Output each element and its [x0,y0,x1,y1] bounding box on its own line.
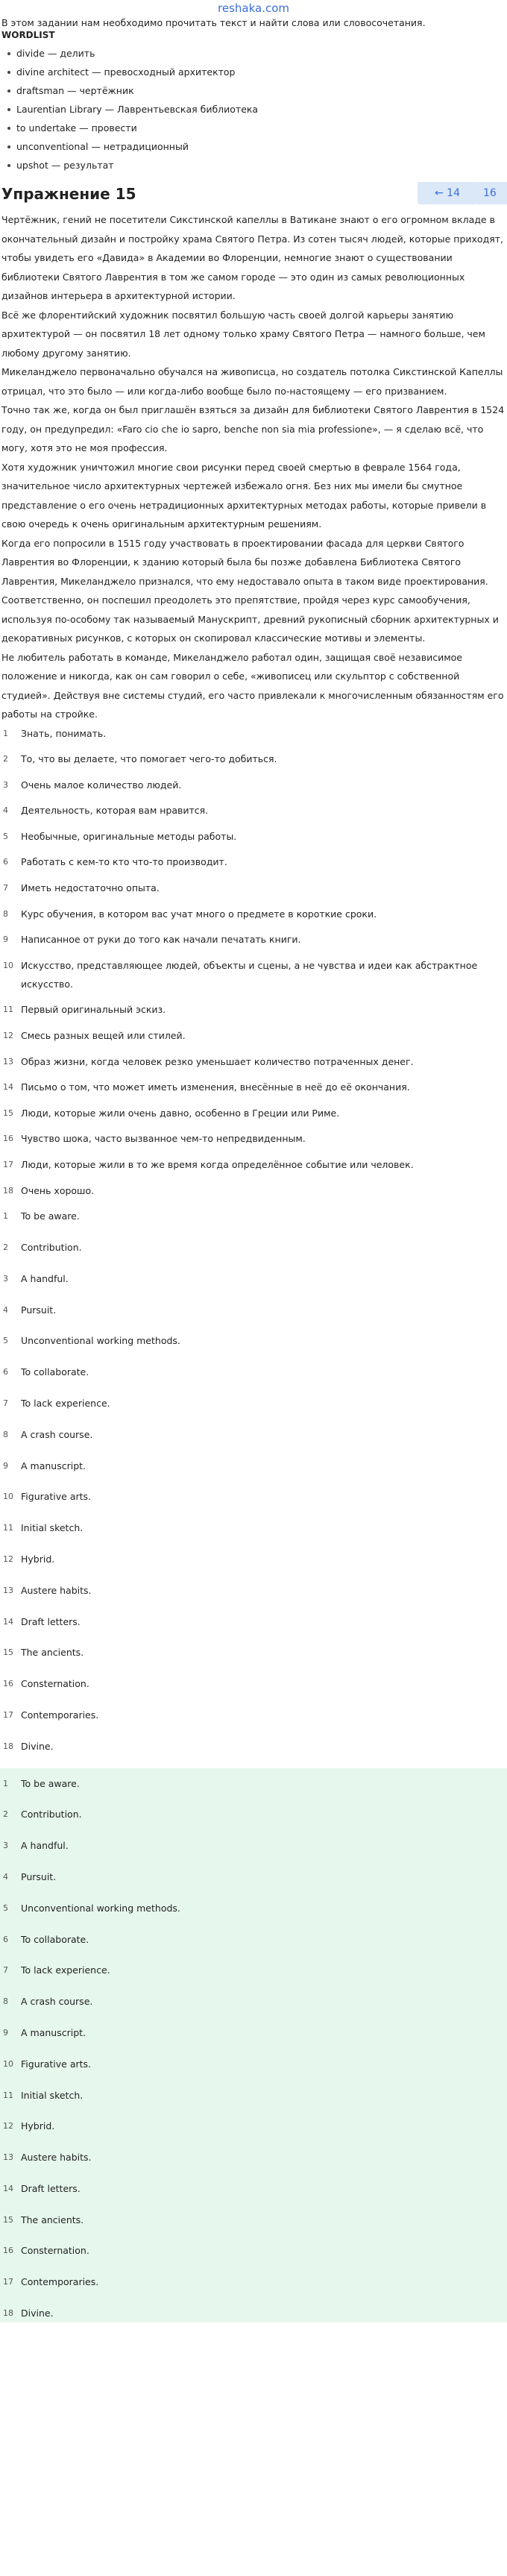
wordlist-item: draftsman — чертёжник [6,81,507,100]
definition-item [0,1155,507,1174]
item-text: Люди, которые жили очень давно, особенно в Греции или Риме. [21,1107,340,1119]
item-number: 18 [3,1741,13,1751]
item-text: Искусство, представляющее людей, объекты и сцены, а не чувства и идеи как абстрактное искусство. [21,959,478,990]
item-text: A manuscript. [21,1460,86,1471]
item-text: To lack experience. [21,1964,110,1976]
item-text: Figurative arts. [21,2058,92,2070]
item-text: To be aware. [21,1777,80,1789]
term-item [0,1674,507,1693]
item-number: 9 [3,934,8,945]
answer-item [0,2055,507,2073]
item-text: Austere habits. [21,1584,92,1596]
item-text: Чувство шока, часто вызванное чем-то непредвиденным. [21,1133,306,1145]
term-item [0,1643,507,1662]
item-number: 13 [3,1056,13,1066]
answer-item [0,2272,507,2291]
answer-item [0,1867,507,1886]
wordlist-item: unconventional — нетрадиционный [6,137,507,156]
definition-item [0,750,507,768]
item-number: 10 [3,2058,13,2069]
item-text: Draft letters. [21,2182,81,2194]
prev-exercise-button[interactable]: ← 14 [418,182,477,204]
item-text: Consternation. [21,1678,89,1690]
term-item [0,1269,507,1288]
item-number: 17 [3,1709,13,1720]
item-number: 4 [3,805,8,816]
term-item [0,1487,507,1506]
answer-item [0,1836,507,1855]
item-number: 7 [3,1965,8,1976]
term-item [0,1518,507,1537]
item-text: To be aware. [21,1210,80,1222]
item-text: A handful. [21,1272,69,1284]
item-text: Figurative arts. [21,1491,92,1503]
item-text: Divine. [21,2308,54,2319]
item-number: 12 [3,1554,13,1564]
item-number: 15 [3,2214,13,2225]
item-number: 1 [3,1211,8,1222]
answer-item [0,1774,507,1793]
english-terms-list [0,1207,507,1756]
wordlist-title: WORDLIST [1,30,55,40]
text-paragraph: Всё же флорентийский художник посвятил большую часть своей долгой карьеры занятию архитектурой — он посвятил 18 лет одному только храму Святого Петра — намного больше, чем любому другому занятию. [1,309,485,359]
term-item [0,1207,507,1225]
item-text: Divine. [21,1740,54,1752]
item-text: A handful. [21,1840,69,1852]
item-number: 6 [3,1934,8,1944]
item-text: Деятельность, которая вам нравится. [21,805,209,817]
item-number: 4 [3,1871,8,1882]
definition-item [0,852,507,871]
item-number: 8 [3,1429,8,1439]
text-paragraph: Точно так же, когда он был приглашён взяться за дизайн для библиотеки Святого Лаврентия в 1524 году, он предупредил: «Faro cio che io sapro, benche non sia mia professione», — я сделаю всё, что могу, хотя это не моя профессия. [1,404,505,453]
item-text: Очень малое количество людей. [21,779,182,791]
wordlist-item: Laurentian Library — Лаврентьевская библиотека [6,100,507,119]
wordlist-item: to undertake — провести [6,119,507,137]
item-text: Иметь недостаточно опыта. [21,882,160,894]
answer-item [0,2179,507,2198]
item-text: Contribution. [21,1809,82,1821]
term-item [0,1581,507,1600]
item-number: 1 [3,1778,8,1788]
wordlist-item: divine architect — превосходный архитектор [6,63,507,81]
definition-item [0,801,507,820]
term-item [0,1331,507,1350]
definition-item [0,1026,507,1045]
wordlist-item: upshot — результат [6,156,507,175]
answer-item [0,1899,507,1917]
definition-item [0,905,507,923]
item-text: Люди, которые жили в то же время когда определённое событие или человек. [21,1159,414,1170]
definition-item [0,956,507,993]
item-text: Работать с кем-то кто что-то производит. [21,856,227,868]
item-number: 13 [3,1585,13,1595]
definition-item [0,930,507,949]
item-text: Курс обучения, в котором вас учат много о предмете в короткие сроки. [21,908,377,920]
definition-item [0,1104,507,1122]
item-text: Unconventional working methods. [21,1335,180,1347]
exercise-title: Упражнение 15 [1,185,136,203]
term-item [0,1550,507,1568]
item-text: The ancients. [21,1647,84,1659]
answer-item [0,1992,507,2011]
definition-item [0,1129,507,1148]
answer-item [0,2241,507,2260]
answer-item [0,1930,507,1949]
definition-item [0,1000,507,1019]
item-text: A crash course. [21,1996,93,2008]
term-item [0,1238,507,1257]
item-number: 9 [3,1460,8,1471]
item-text: То, что вы делаете, что помогает чего-то добиться. [21,753,277,765]
item-text: Initial sketch. [21,2089,84,2101]
item-number: 6 [3,1367,8,1377]
item-number: 3 [3,1273,8,1284]
item-text: To lack experience. [21,1397,110,1409]
item-text: The ancients. [21,2214,84,2225]
item-text: Draft letters. [21,1615,81,1627]
item-number: 10 [3,1492,13,1502]
item-text: Initial sketch. [21,1522,84,1534]
item-number: 14 [3,2183,13,2193]
term-item [0,1737,507,1756]
item-text: Hybrid. [21,1553,55,1565]
item-text: A manuscript. [21,2026,86,2038]
term-item [0,1706,507,1724]
answer-item [0,2304,507,2322]
item-number: 2 [3,1809,8,1820]
item-text: Pursuit. [21,1870,57,1882]
definition-item [0,776,507,794]
answer-key-list [0,1768,507,2323]
item-number: 11 [3,1523,13,1533]
item-number: 2 [3,754,8,764]
item-number: 5 [3,1336,8,1346]
item-number: 8 [3,908,8,919]
item-number: 15 [3,1108,13,1118]
item-number: 9 [3,2027,8,2038]
item-number: 5 [3,1903,8,1913]
text-paragraph: Когда его попросили в 1515 году участвовать в проектировании фасада для церкви Святого Лаврентия во Флоренции, к зданию который была бы позже добавлена Библиотека Святого Лаврентия, Микеланджело признался, что ему недоставало опыта в таком виде проектирования. Соответственно, он поспешил преодолеть это препятствие, пройдя через курс самообучения, используя по-особому так называемый Манускрипт, древний рукописный сборник архитектурных и декоративных рисунков, с которых он скопировал классические мотивы и элементы. [1,537,499,644]
answer-item [0,2148,507,2167]
next-exercise-button[interactable]: 16 [476,182,507,204]
item-number: 17 [3,2277,13,2287]
term-item [0,1457,507,1475]
definition-item [0,827,507,846]
item-number: 3 [3,779,8,790]
item-text: Unconventional working methods. [21,1902,180,1914]
answer-item [0,2023,507,2042]
site-title[interactable]: reshaka.com [218,1,289,15]
definition-item [0,724,507,743]
item-number: 7 [3,883,8,893]
definition-item [0,1181,507,1200]
item-text: Письмо о том, что может иметь изменения, внесённые в неё до её окончания. [21,1081,410,1093]
intro-text: В этом задании нам необходимо прочитать текст и найти слова или словосочетания. [1,17,426,28]
item-text: Знать, понимать. [21,727,107,739]
answer-item [0,1961,507,1979]
wordlist [0,44,507,175]
item-text: A crash course. [21,1428,93,1440]
item-text: Очень хорошо. [21,1184,95,1196]
text-paragraph: Хотя художник уничтожил многие свои рисунки перед своей смертью в феврале 1564 года, значительное число архитектурных чертежей избежало огня. Без них мы имели бы смутное представление о его очень нетрадиционных архитектурных методах работы, которые привели в свою очередь к очень оригинальным архитектурным решениям. [1,461,487,530]
item-number: 16 [3,2246,13,2256]
item-number: 7 [3,1398,8,1408]
item-number: 6 [3,857,8,867]
text-paragraph: Чертёжник, гений не посетители Сикстинской капеллы в Ватикане знают о его огромном вкладе в окончательный дизайн и постройку храма Святого Петра. Из сотен тысяч людей, которые приходят, чтобы увидеть его «Давида» в Академии во Флоренции, немногие знают о существовании библиотеки Святого Лаврентия в том же самом городе — это один из самых революционных дизайнов интерьера в архитектурной истории. [1,214,503,301]
item-number: 11 [3,1005,13,1015]
item-number: 2 [3,1242,8,1252]
item-text: Написанное от руки до того как начали печатать книги. [21,934,301,946]
item-text: Pursuit. [21,1304,57,1316]
definition-item [0,879,507,897]
item-text: Необычные, оригинальные методы работы. [21,830,237,842]
item-text: Contribution. [21,1241,82,1253]
answer-item [0,2117,507,2135]
item-number: 11 [3,2090,13,2100]
item-text: To collaborate. [21,1366,89,1378]
item-number: 14 [3,1082,13,1093]
answer-item [0,2086,507,2105]
wordlist-item: divide — делить [6,44,507,63]
term-item [0,1301,507,1319]
item-text: Contemporaries. [21,1709,99,1721]
item-number: 17 [3,1160,13,1169]
term-item [0,1363,507,1381]
item-number: 8 [3,1997,8,2007]
item-text: Consternation. [21,2245,89,2257]
item-text: Образ жизни, когда человек резко уменьшает количество потраченных денег. [21,1055,414,1067]
item-text: Contemporaries. [21,2276,99,2288]
item-text: Austere habits. [21,2152,92,2164]
item-number: 12 [3,1031,13,1041]
item-number: 12 [3,2121,13,2132]
item-number: 14 [3,1616,13,1627]
term-item [0,1394,507,1413]
item-text: Смесь разных вещей или стилей. [21,1030,186,1042]
item-number: 5 [3,831,8,841]
item-number: 3 [3,1841,8,1851]
item-number: 18 [3,2308,13,2319]
definition-item [0,1078,507,1096]
item-number: 13 [3,2152,13,2163]
term-item [0,1612,507,1631]
item-text: To collaborate. [21,1933,89,1945]
item-number: 16 [3,1134,13,1144]
item-text: Первый оригинальный эскиз. [21,1004,166,1016]
answer-item [0,1805,507,1823]
item-number: 1 [3,728,8,738]
item-text: Hybrid. [21,2120,55,2132]
item-number: 16 [3,1679,13,1689]
text-paragraph: Не любитель работать в команде, Микеланджело работал один, защищая своё независимое положение и никогда, как он сам говорил о себе, «живописец или скульптор с собственной студией». Действуя вне системы студий, его часто привлекали к многочисленным обязанностям его работы на стройке. [1,651,504,720]
item-number: 18 [3,1185,13,1196]
item-number: 10 [3,960,13,970]
item-number: 4 [3,1304,8,1315]
text-paragraph: Микеланджело первоначально обучался на живописца, но создатель потолка Сикстинской Капеллы отрицал, что это было — или когда-либо вообще было по-настоящему — его призванием. [1,366,503,397]
reading-text [0,210,507,724]
item-number: 15 [3,1647,13,1658]
definition-item [0,1052,507,1071]
exercise-header [0,178,507,210]
russian-definitions-list [0,724,507,1200]
term-item [0,1425,507,1444]
answer-item [0,2211,507,2229]
